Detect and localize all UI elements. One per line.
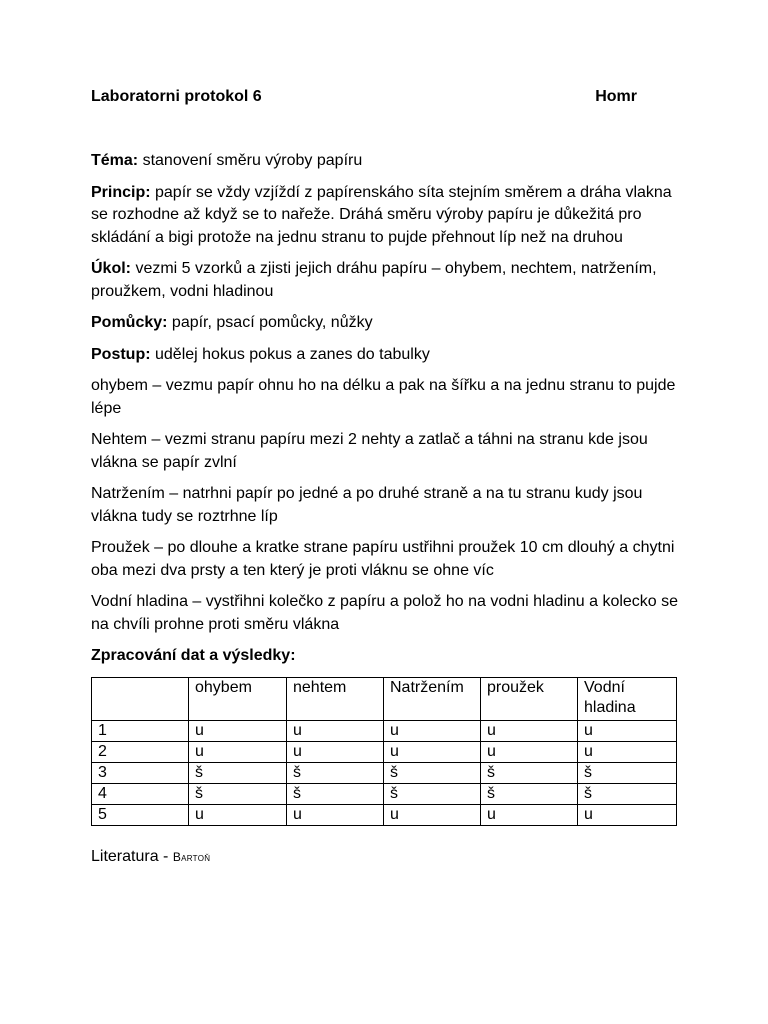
table-cell: u [481, 720, 578, 741]
literatura-source: Bartoň [172, 849, 211, 864]
table-cell: š [384, 783, 481, 804]
table-cell: š [481, 783, 578, 804]
table-row [92, 783, 677, 804]
pomucky-label: Pomůcky: [91, 314, 168, 331]
table-header-cell: ohybem [189, 677, 287, 720]
tema-label: Téma: [91, 152, 139, 169]
natrzenim-paragraph: Natržením – natrhni papír po jedné a po druhé straně a na tu stranu kudy jsou vlákna tudy se roztrhne líp [91, 485, 643, 525]
table-cell: u [287, 720, 384, 741]
ohybem-paragraph: ohybem – vezmu papír ohnu ho na délku a pak na šířku a na jednu stranu to pujde lépe [91, 377, 676, 417]
table-cell: š [287, 783, 384, 804]
nehtem-paragraph: Nehtem – vezmi stranu papíru mezi 2 nehty a zatlač a táhni na stranu kde jsou vlákna se papír zvlní [91, 431, 648, 471]
zpracovani-heading [91, 645, 681, 668]
pomucky-paragraph [91, 312, 681, 335]
document-header [91, 86, 681, 108]
table-cell: u [287, 741, 384, 762]
prouzek-paragraph: Proužek – po dlouhe a kratke strane papíru ustřihni proužek 10 cm dlouhý a chytni oba mezi dva prsty a ten který je proti vláknu se ohne víc [91, 539, 675, 579]
table-row [92, 762, 677, 783]
table-row-number: 4 [92, 783, 189, 804]
table-row [92, 720, 677, 741]
princip-text: papír se vždy vzjíždí z papírenskáho síta stejním směrem a dráha vlakna se rozhodne až když se to nařeže. Dráhá směru výroby papíru je důkežitá pro skládání a bigi protože na jednu stranu to pujde přehnout líp než na druhou [91, 183, 672, 246]
table-header-cell: Natržením [384, 677, 481, 720]
table-cell: u [481, 741, 578, 762]
table-header-cell [92, 677, 189, 720]
princip-label: Princip: [91, 183, 151, 201]
table-header-cell: Vodní hladina [578, 677, 677, 720]
table-row-number: 5 [92, 804, 189, 825]
table-header-cell: nehtem [287, 677, 384, 720]
literatura-line [91, 846, 681, 868]
table-cell: š [578, 762, 677, 783]
table-cell: š [189, 783, 287, 804]
results-table [91, 677, 677, 826]
table-cell: u [481, 804, 578, 825]
tema-text: stanovení směru výroby papíru [138, 152, 363, 169]
document-title: Laboratorni protokol 6 [91, 88, 262, 105]
ukol-label: Úkol: [91, 260, 131, 277]
table-cell: u [287, 804, 384, 825]
document-author: Homr [595, 88, 637, 105]
document-page [91, 86, 681, 868]
table-cell: u [578, 741, 677, 762]
table-cell: š [189, 762, 287, 783]
vodni-hladina-paragraph: Vodní hladina – vystřihni kolečko z papíru a polož ho na vodni hladinu a kolecko se na chvíli prohne proti směru vlákna [91, 593, 679, 633]
postup-paragraph [91, 344, 681, 367]
tema-paragraph [91, 150, 681, 173]
table-cell: u [189, 804, 287, 825]
literatura-label: Literatura - [91, 847, 173, 865]
table-header-row [92, 677, 677, 720]
table-row [92, 741, 677, 762]
table-cell: u [384, 741, 481, 762]
table-cell: š [287, 762, 384, 783]
pomucky-text: papír, psací pomůcky, nůžky [167, 314, 373, 331]
table-cell: u [578, 720, 677, 741]
table-cell: š [481, 762, 578, 783]
table-cell: š [384, 762, 481, 783]
postup-text: udělej hokus pokus a zanes do tabulky [150, 345, 430, 363]
table-cell: u [189, 720, 287, 741]
ukol-text: vezmi 5 vzorků a zjisti jejich dráhu papíru – ohybem, nechtem, natržením, proužkem, vodni hladinou [91, 260, 657, 300]
table-row-number: 2 [92, 741, 189, 762]
table-cell: u [578, 804, 677, 825]
table-row [92, 804, 677, 825]
postup-label: Postup: [91, 345, 151, 363]
table-cell: u [189, 741, 287, 762]
table-cell: š [578, 783, 677, 804]
ukol-paragraph [91, 258, 681, 303]
princip-paragraph [91, 182, 681, 250]
table-cell: u [384, 720, 481, 741]
table-cell: u [384, 804, 481, 825]
zpracovani-label: Zpracování dat a výsledky: [91, 647, 296, 664]
table-row-number: 1 [92, 720, 189, 741]
table-row-number: 3 [92, 762, 189, 783]
table-header-cell: proužek [481, 677, 578, 720]
